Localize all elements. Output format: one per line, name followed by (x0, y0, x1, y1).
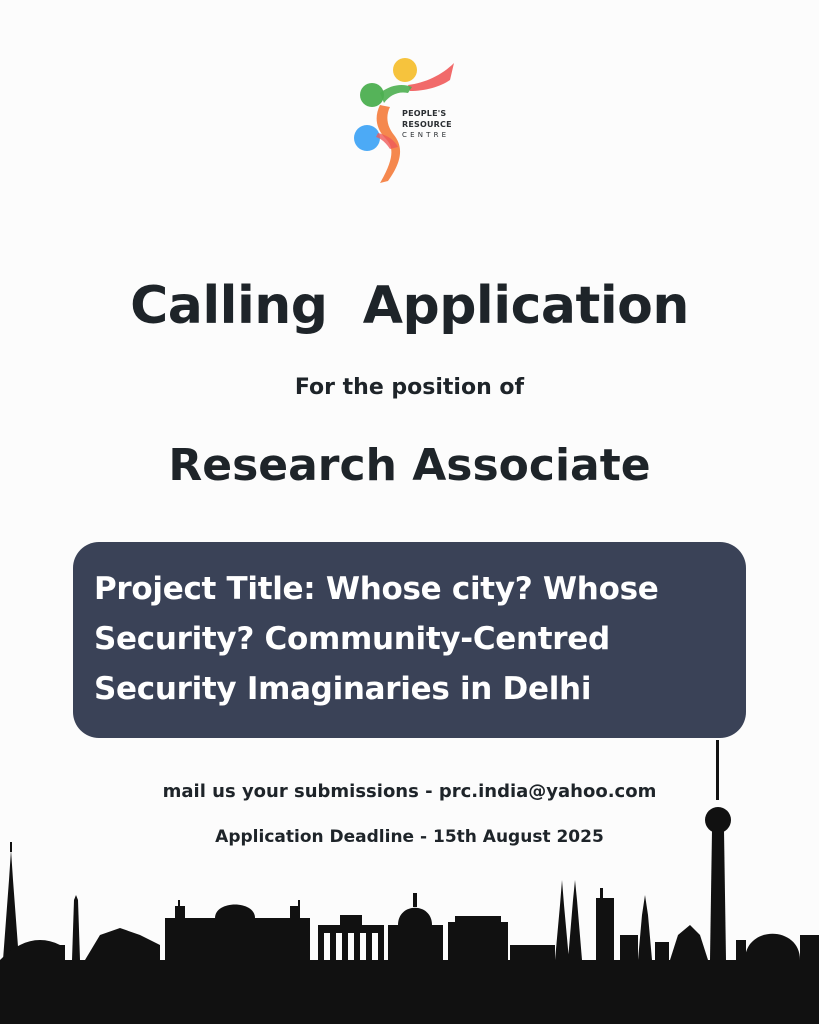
project-title-line-3: Security Imaginaries in Delhi (94, 671, 592, 707)
logo-line-2: RESOURCE (402, 120, 452, 129)
headline: Calling Application (130, 276, 689, 336)
logo-text (402, 108, 452, 141)
position-title: Research Associate (168, 440, 651, 491)
logo-line-3: CENTRE (402, 131, 450, 139)
logo (350, 55, 480, 190)
project-title-line-1: Project Title: Whose city? Whose (94, 571, 659, 607)
subheading: For the position of (294, 375, 525, 400)
mail-submission-text: mail us your submissions - prc.india@yahoo.com (162, 781, 657, 802)
logo-line-1: PEOPLE'S (402, 109, 447, 118)
city-skyline-icon (0, 730, 819, 1024)
project-title-line-2: Security? Community-Centred (94, 621, 610, 657)
project-title-box (73, 542, 746, 738)
application-deadline: Application Deadline - 15th August 2025 (215, 827, 604, 847)
